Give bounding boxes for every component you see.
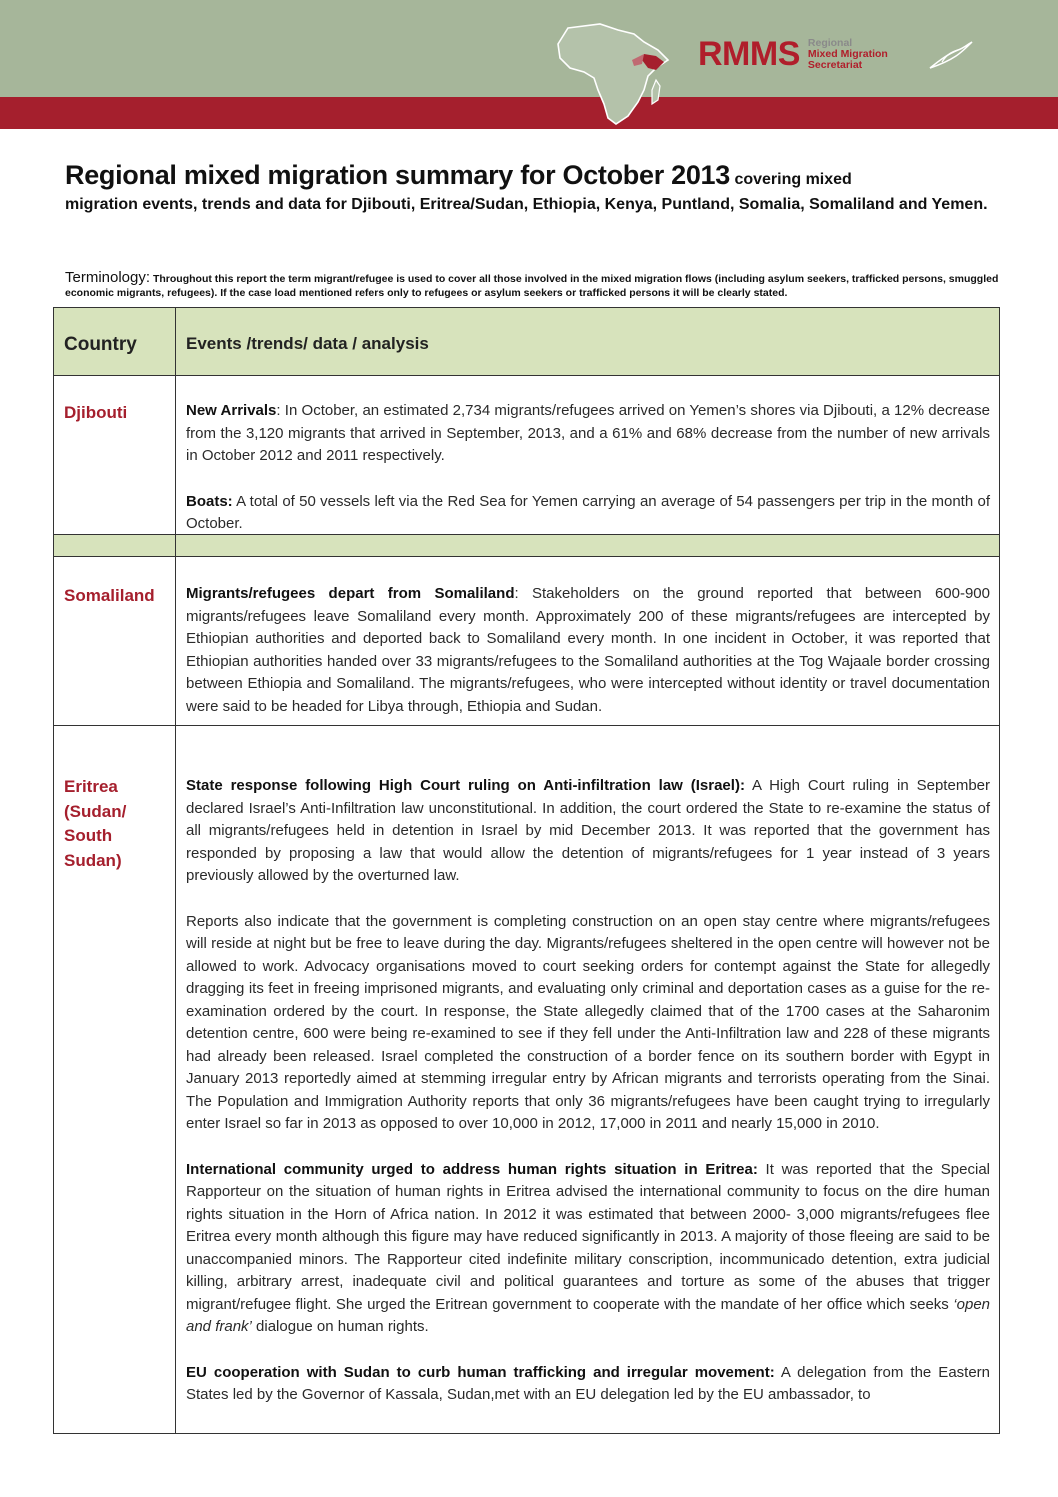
terminology-text: Throughout this report the term migrant/refugee is used to cover all those involved in the mixed migration flows (including asylum seekers, trafficked persons, smuggled economic migrants, refugees). If the case load mentioned refers only to refugees or asylum seekers or trafficked persons it will be clearly stated. — [65, 273, 999, 299]
africa-map-icon — [548, 20, 688, 130]
eritrea-eu-cooperation-heading: EU cooperation with Sudan to curb human trafficking and irregular movement: — [186, 1363, 775, 1381]
country-djibouti: Djibouti — [64, 403, 128, 422]
logo-line-2: Mixed Migration — [807, 47, 888, 60]
header-banner — [0, 0, 1058, 97]
title-continuation: migration events, trends and data for Djibouti, Eritrea/Sudan, Ethiopia, Kenya, Puntland, Somalia, Somaliland and Yemen. — [65, 196, 988, 213]
logo-line-1: Regional — [807, 36, 853, 49]
table-spacer-row — [54, 534, 999, 557]
somaliland-content — [186, 583, 990, 741]
bird-icon — [928, 40, 974, 72]
country-somaliland: Somaliland — [64, 586, 155, 605]
terminology-label: Terminology: — [65, 269, 151, 286]
header-events: Events /trends/ data / analysis — [186, 334, 429, 353]
somaliland-departures — [186, 583, 990, 718]
eritrea-human-rights-heading: International community urged to address human rights situation in Eritrea: — [186, 1160, 758, 1178]
title-tail: covering mixed — [730, 171, 852, 188]
logo-wordmark: RMMS — [698, 35, 800, 73]
logo-subtitle — [808, 38, 888, 71]
logo-line-3: Secretariat — [807, 58, 863, 71]
country-eritrea: Eritrea (Sudan/ South Sudan) — [64, 777, 127, 870]
eritrea-high-court-text: A High Court ruling in September declared Israel’s Anti-Infiltration law unconstitutional. In addition, the court ordered the State to re-examine the status of all migrants/refugees held in detention in Israel by mid December 2013. It was reported that the government has responded by proposing a law that would allow the detention of migrants/refugees for 1 year instead of 3 years previously allowed by the overturned law. — [186, 777, 990, 884]
eritrea-eu-cooperation-text: A delegation from the Eastern States led by the Governor of Kassala, Sudan,met with an EU delegation led by the EU ambassador, to — [186, 1363, 991, 1403]
column-divider — [175, 308, 176, 1433]
eritrea-human-rights — [186, 1159, 990, 1339]
eritrea-content — [186, 775, 990, 1430]
djibouti-new-arrivals-heading: New Arrivals — [186, 402, 277, 419]
rmms-logo — [698, 37, 888, 71]
eritrea-human-rights-text-a: It was reported that the Special Rapporteur on the situation of human rights in Eritrea advised the international community to focus on the dire human rights situation in the Horn of Africa nation. In 2012 it was estimated that between 2000- 3,000 migrants/refugees flee Eritrea every month although this figure may have reduced significantly in 2013. A majority of those fleeing are said to be unaccompanied minors. The Rapporteur cited indefinite military conscription, incommunicado detention, extra judicial killing, arbitrary arrest, inadequate civil and political guarantees and torture as some of the abuses that trigger migrant/refugee flight. She urged the Eritrean government to cooperate with the mandate of her office which seeks — [186, 1160, 990, 1313]
djibouti-new-arrivals-text: : In October, an estimated 2,734 migrants/refugees arrived on Yemen’s shores via Djibouti, a 12% decrease from the 3,120 migrants that arrived in September, 2013, and a 61% and 68% decrease from the number of new arrivals in October 2012 and 2011 respectively. — [186, 402, 990, 464]
terminology-note — [65, 271, 1000, 300]
eritrea-open-centre: Reports also indicate that the government is completing construction on an open stay centre where migrants/refugees will reside at night but be free to leave during the day. Migrants/refugees sheltered in the open centre will however not be allowed to work. Advocacy organisations moved to court seeking orders for contempt against the State for allegedly dragging its feet in freeing imprisoned migrants, and evaluating only criminal and deportation cases as a guise for the re-examination ordered by the court. In response, the State allegedly claimed that of the 1700 cases at the Saharonim detention centre, 600 were being re-examined to see if they fell under the Anti-Infiltration law and 228 of these migrants had already been released. Israel completed the construction of a border fence on its southern border with Egypt in January 2013 reportedly aimed at stemming irregular entry by African migrants and terrorists operating from the Sinai. The Population and Immigration Authority reports that only 36 migrants/refugees have been caught trying to irregularly enter Israel so far in 2013 as opposed to over 10,000 in 2012, 17,000 in 2011 and nearly 15,000 in 2010. — [186, 912, 990, 1132]
row-divider — [54, 725, 999, 726]
header-country: Country — [64, 334, 137, 355]
eritrea-eu-cooperation — [186, 1362, 990, 1407]
header-red-band — [0, 97, 1058, 129]
summary-table — [53, 307, 1000, 1434]
eritrea-human-rights-quote: ‘open and frank’ — [186, 1295, 990, 1335]
somaliland-departures-heading: Migrants/refugees depart from Somaliland — [186, 585, 515, 602]
djibouti-new-arrivals — [186, 400, 990, 468]
djibouti-boats-text: A total of 50 vessels left via the Red Sea for Yemen carrying an average of 54 passengers per trip in the month of October. — [186, 492, 990, 532]
somaliland-departures-text: : Stakeholders on the ground reported that between 600-900 migrants/refugees leave Somaliland every month. Approximately 200 of these migrants/refugees are intercepted by Ethiopian authorities and deported back to Somaliland every month. In one incident in October, it was reported that Ethiopian authorities handed over 33 migrants/refugees to the Somaliland authorities at the Tog Wajaale border crossing between Ethiopia and Somaliland. The migrants/refugees, who were intercepted without identity or travel documentation were said to be headed for Libya through, Ethiopia and Sudan. — [186, 585, 990, 715]
eritrea-human-rights-text-b: dialogue on human rights. — [251, 1318, 429, 1335]
djibouti-boats — [186, 491, 990, 536]
document-title — [65, 160, 995, 217]
table-header-row — [54, 308, 999, 376]
eritrea-high-court — [186, 775, 990, 888]
djibouti-boats-heading: Boats: — [186, 492, 233, 510]
eritrea-high-court-heading: State response following High Court ruling on Anti-infiltration law (Israel): — [186, 777, 745, 794]
title-main: Regional mixed migration summary for October 2013 — [65, 160, 730, 190]
